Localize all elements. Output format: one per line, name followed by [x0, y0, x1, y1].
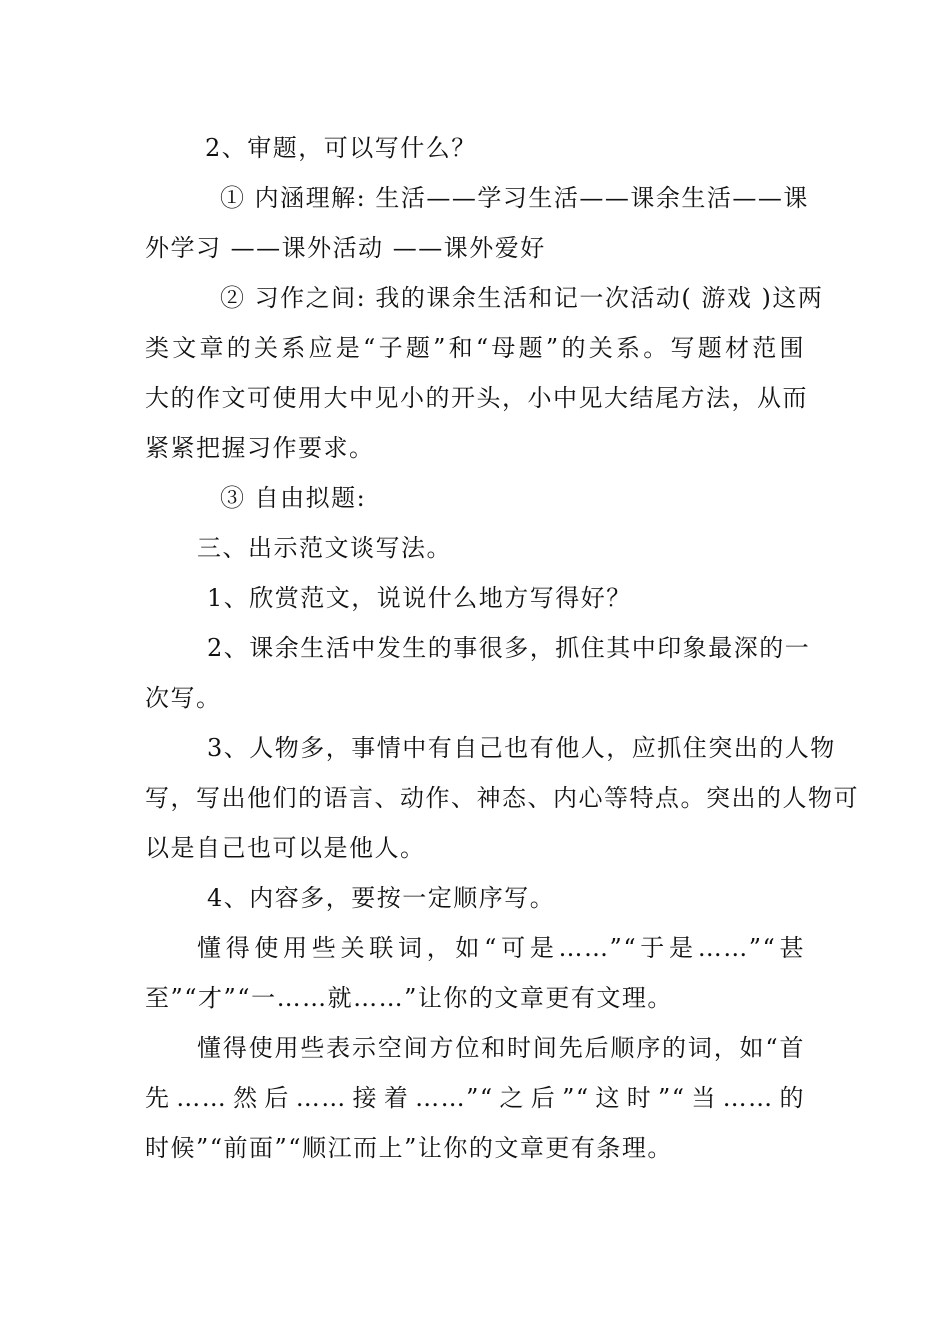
text-line-12: 3、人物多，事情中有自己也有他人，应抓住突出的人物: [207, 734, 836, 762]
text-line-13: 写，写出他们的语言、动作、神态、内心等特点。突出的人物可: [145, 784, 859, 812]
text-line-17: 至”“才”“一……就……”让你的文章更有文理。: [145, 984, 673, 1012]
text-line-11: 次写。: [145, 684, 222, 712]
text-line-20: 时候”“前面”“顺江而上”让你的文章更有条理。: [145, 1134, 673, 1162]
text-line-2: 外学习 ——课外活动 ——课外爱好: [145, 234, 546, 262]
text-line-8: 三、出示范文谈写法。: [197, 534, 452, 562]
text-line-9: 1、欣赏范文，说说什么地方写得好？: [207, 584, 632, 612]
text-line-15: 4、内容多，要按一定顺序写。: [207, 884, 556, 912]
text-line-7: ③ 自由拟题:: [220, 484, 367, 512]
text-line-0: 2、审题，可以写什么？: [205, 134, 477, 162]
text-line-3: ② 习作之间: 我的课余生活和记一次活动( 游戏 )这两: [220, 284, 824, 312]
text-line-5: 大的作文可使用大中见小的开头，小中见大结尾方法，从而: [145, 384, 808, 412]
text-line-14: 以是自己也可以是他人。: [145, 834, 426, 862]
text-line-1: ① 内涵理解: 生活——学习生活——课余生活——课: [220, 184, 809, 212]
text-line-4: 类文章的关系应是“子题”和“母题”的关系。写题材范围: [145, 334, 805, 362]
text-line-10: 2、课余生活中发生的事很多，抓住其中印象最深的一: [207, 634, 811, 662]
text-line-6: 紧紧把握习作要求。: [145, 434, 375, 462]
text-line-18: 懂得使用些表示空间方位和时间先后顺序的词，如“首: [197, 1034, 805, 1062]
text-line-19: 先……然后……接着……”“之后”“这时”“当……的: [145, 1084, 805, 1112]
text-line-16: 懂得使用些关联词，如“可是……”“于是……”“甚: [197, 934, 805, 962]
